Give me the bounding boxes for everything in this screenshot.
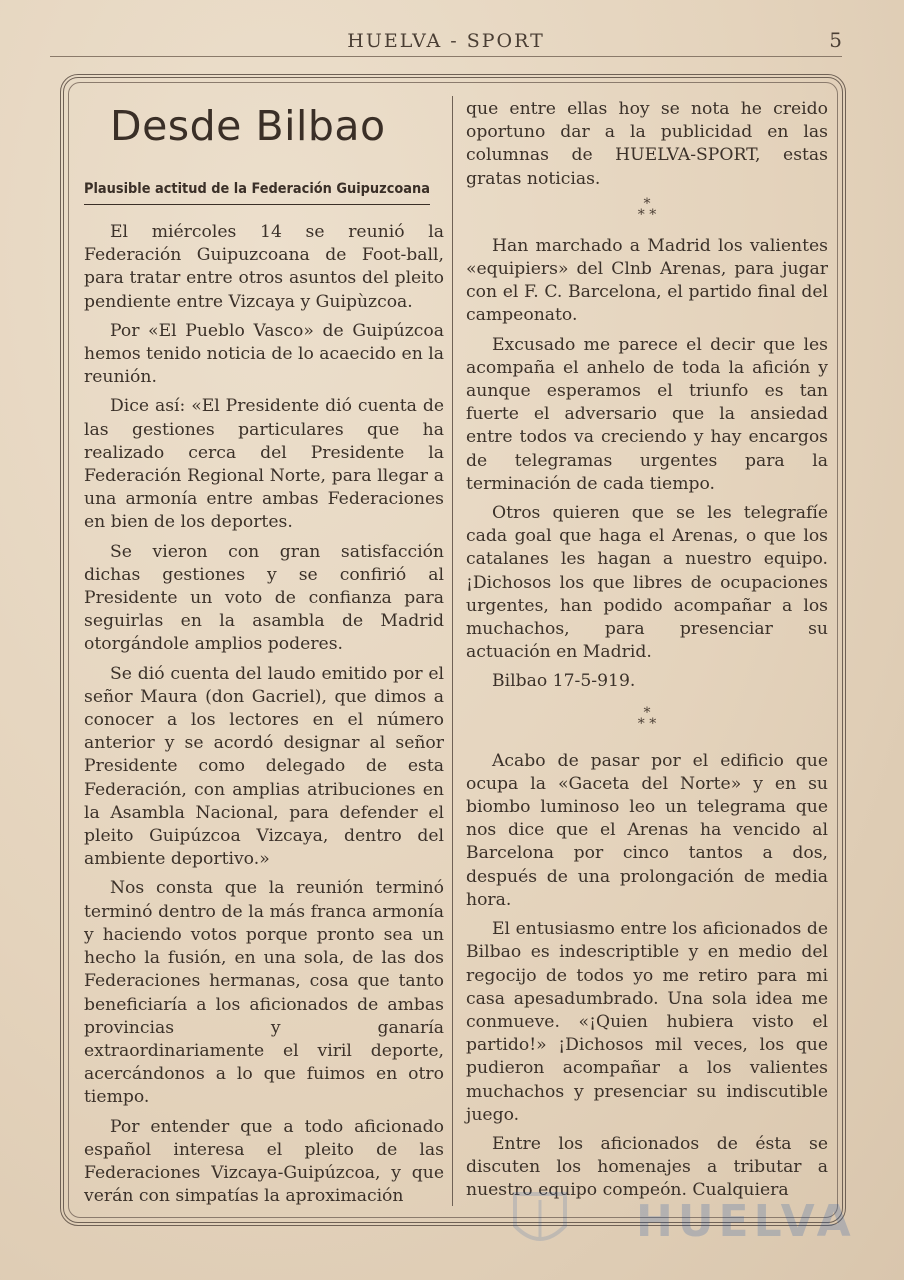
right-column — [466, 98, 828, 1209]
paragraph: El entusiasmo entre los aficionados de Bilbao es indescriptible y en medio del regocijo de todos yo me retiro para mi casa apesadumbrado. Una sola idea me conmueve. «¡Quien hubiera visto el partido!» ¡Dichosos mil veces, los que pudieron acompañar a los valientes muchachos y presenciar su indiscutible juego. — [466, 919, 828, 1125]
asterism-stars: * * — [637, 715, 657, 732]
column-divider — [452, 96, 453, 1206]
paragraph: El miércoles 14 se reunió la Federación Guipuzcoana de Foot-ball, para tratar entre otros asuntos del pleito pendiente entre Vizcaya y Guipùzcoa. — [84, 222, 444, 312]
watermark-text: HUELVA — [636, 1196, 856, 1247]
paragraph: Se dió cuenta del laudo emitido por el señor Maura (don Gacriel), que dimos a conocer a los lectores en el número anterior y se acordó designar al señor Presidente como delegado de esta Federación, con amplias atribuciones en la Asambla Nacional, para defender el pleito Guipúzcoa Vizcaya, dentro del ambiente deportivo.» — [84, 663, 444, 870]
article-subtitle: Plausible actitud de la Federación Guipuzcoana — [84, 178, 430, 205]
dateline: Bilbao 17-5-919. — [492, 671, 636, 692]
paragraph: Excusado me parece el decir que les acompaña el anhelo de toda la afición y aunque esperamos el triunfo es tan fuerte el adversario que la ansiedad entre todos va creciendo y hay encargos de telegramas urgentes para la terminación de cada tiempo. — [466, 334, 828, 494]
paragraph: Entre los aficionados de ésta se discuten los homenajes a tributar a nuestro equipo compeón. Cualquiera — [466, 1133, 828, 1201]
paragraph: Se vieron con gran satisfacción dichas gestiones y se confirió al Presidente un voto de confianza para seguirlas en la asambla de Madrid otorgándole amplios poderes. — [84, 541, 444, 655]
paragraph: Por entender que a todo aficionado español interesa el pleito de las Federaciones Vizcaya-Guipúzcoa, y que verán con simpatías la aproximación — [84, 1116, 444, 1207]
paragraph: Dice así: «El Presidente dió cuenta de las gestiones particulares que ha realizado cerca del Presidente la Federación Regional Norte, para llegar a una armonía entre ambas Federaciones en bien de los deportes. — [84, 396, 444, 533]
paragraph: Otros quieren que se les telegrafíe cada goal que haga el Arenas, o que los catalanes les hagan a nuestro equipo. ¡Dichosos los que libres de ocupaciones urgentes, han podido acompañar a los muchachos, para presenciar su actuación en Madrid. — [466, 503, 828, 663]
left-column — [84, 98, 444, 1214]
paragraph: Han marchado a Madrid los valientes «equipiers» del Clnb Arenas, para jugar con el F. C. Barcelona, el partido final del campeonato. — [466, 235, 828, 326]
article-title: Desde Bilbao — [110, 102, 386, 150]
paragraph: Nos consta que la reunión terminó terminó dentro de la más franca armonía y haciendo votos porque pronto sea un hecho la fusión, en una sola, de las dos Federaciones hermanas, cosa que tanto beneficiaría a los aficionados de ambas provincias y ganaría extraordinariamente el viril deporte, acercándonos a lo que fuimos en otro tiempo. — [84, 878, 444, 1108]
asterism-stars: * * — [637, 206, 657, 223]
asterism-star: * — [643, 704, 651, 721]
asterism-divider — [466, 195, 828, 223]
running-title: HUELVA - SPORT — [347, 30, 545, 52]
paragraph: Acabo de pasar por el edificio que ocupa la «Gaceta del Norte» y en su biombo luminoso leo un telegrama que nos dice que el Arenas ha vencido al Barcelona por cinco tantos a dos, después de una prolongación de media hora. — [466, 750, 828, 910]
page-number: 5 — [829, 28, 842, 52]
paragraph: Por «El Pueblo Vasco» de Guipúzcoa hemos tenido noticia de lo acaecido en la reunión. — [84, 320, 444, 388]
asterism-divider — [466, 704, 828, 732]
running-header — [50, 28, 842, 57]
asterism-star: * — [643, 195, 651, 212]
paragraph-continued: que entre ellas hoy se nota he creido oportuno dar a la publicidad en las columnas de HUELVA-SPORT, estas gratas noticias. — [466, 99, 828, 189]
